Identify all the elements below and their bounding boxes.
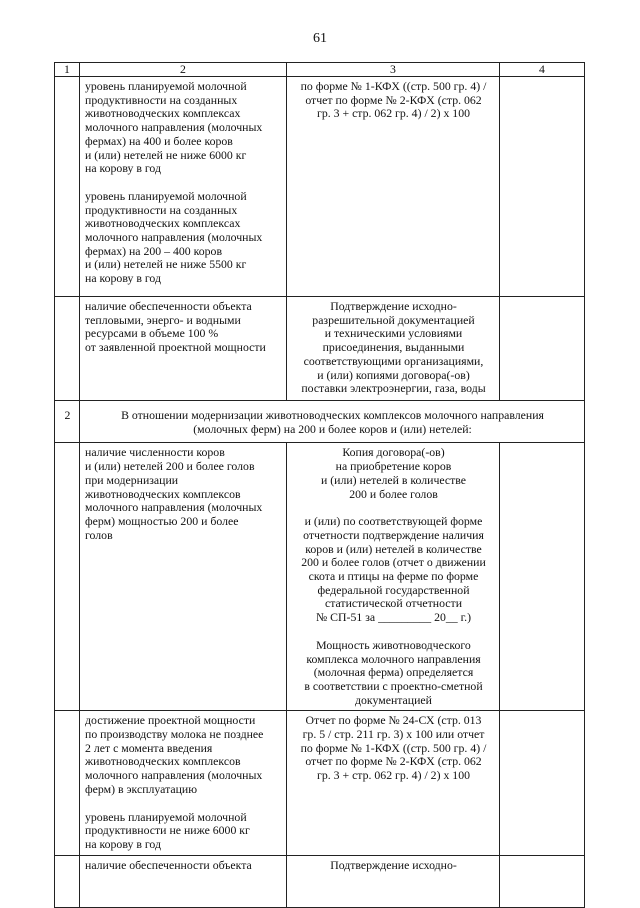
criterion-text: наличие численности коров и (или) нетелей 200 и более голов при модернизации животноводческих комплексов молочного направления (молочных ферм) мощностью 200 и более голов xyxy=(85,445,263,542)
criterion-cell xyxy=(80,711,287,855)
confirmation-cell xyxy=(287,77,500,297)
note-cell xyxy=(500,443,585,711)
note-cell xyxy=(500,77,585,297)
row-number-cell xyxy=(55,711,80,855)
criterion-text: уровень планируемой молочной продуктивности не ниже 6000 кг на корову в год xyxy=(85,809,250,851)
row-number-cell xyxy=(55,297,80,401)
header-cell-2: 2 xyxy=(80,63,287,77)
confirmation-text: Подтверждение исходно- разрешительной документацией и техническими условиями присоединения, выданными соответствующими организациями, и (или) копиями договора(-ов) поставки электроэнергии, газа, воды xyxy=(301,299,486,396)
header-cell-4: 4 xyxy=(500,63,585,77)
header-cell-1: 1 xyxy=(55,63,80,77)
criterion-text: уровень планируемой молочной продуктивности на созданных животноводческих комплексах молочного направления (молочных фермах) на 200 – 400 коров и (или) нетелей не ниже 5500 кг на корову в год xyxy=(85,188,263,286)
confirmation-text: Отчет по форме № 24-СХ (стр. 013 гр. 5 / стр. 211 гр. 3) х 100 или отчет по форме № 1-КФХ ((стр. 500 гр. 4) / отчет по форме № 2-КФХ (стр. 062 гр. 3 + стр. 062 гр. 4) / 2) х 100 xyxy=(300,713,487,783)
criterion-text: наличие обеспеченности объекта xyxy=(85,857,252,872)
criteria-table xyxy=(54,62,585,908)
row-number-cell xyxy=(55,855,80,907)
note-cell xyxy=(500,297,585,401)
note-cell xyxy=(500,855,585,907)
confirmation-text: по форме № 1-КФХ ((стр. 500 гр. 4) / отчет по форме № 2-КФХ (стр. 062 гр. 3 + стр. 062 гр. 4) / 2) х 100 xyxy=(300,79,487,121)
criterion-cell xyxy=(80,297,287,401)
confirmation-text: Мощность животноводческого комплекса молочного направления (молочная ферма) определяется в соответствии с проектно-сметной документацией xyxy=(304,637,483,707)
criterion-text: уровень планируемой молочной продуктивности на созданных животноводческих комплексах молочного направления (молочных фермах) на 400 и более коров и (или) нетелей не ниже 6000 кг на корову в год xyxy=(85,79,263,176)
criterion-cell xyxy=(80,855,287,907)
confirmation-cell xyxy=(287,297,500,401)
criterion-text: достижение проектной мощности по производству молока не позднее 2 лет с момента введения животноводческих комплексов молочного направления (молочных ферм) в эксплуатацию xyxy=(85,713,264,796)
table-row xyxy=(55,443,585,711)
confirmation-cell xyxy=(287,443,500,711)
criterion-cell xyxy=(80,77,287,297)
table-row xyxy=(55,855,585,907)
note-cell xyxy=(500,711,585,855)
criterion-cell xyxy=(80,443,287,711)
confirmation-cell xyxy=(287,855,500,907)
confirmation-text: Подтверждение исходно- xyxy=(330,857,457,872)
header-cell-3: 3 xyxy=(287,63,500,77)
section-heading-text: В отношении модернизации животноводческих комплексов молочного направления (молочных ферм) на 200 и более коров и (или) нетелей: xyxy=(121,408,544,436)
page-number: 61 xyxy=(313,31,327,46)
table-row xyxy=(55,711,585,855)
criterion-text: наличие обеспеченности объекта тепловыми, энерго- и водными ресурсами в объеме 100 % от заявленной проектной мощности xyxy=(85,299,266,355)
table-header-row xyxy=(55,63,585,77)
table-row xyxy=(55,297,585,401)
confirmation-text: и (или) по соответствующей форме отчетности подтверждение наличия коров и (или) нетелей в количестве 200 и более голов (отчет о движении скота и птицы на ферме по форме федеральной государственной статистической отчетности № СП-51 за _________ 20__ г.) xyxy=(301,514,486,625)
confirmation-text: Копия договора(-ов) на приобретение коров и (или) нетелей в количестве 200 и более голов xyxy=(320,445,467,501)
row-number-cell xyxy=(55,443,80,711)
row-number-cell xyxy=(55,77,80,297)
row-number-cell: 2 xyxy=(55,401,80,443)
section-row xyxy=(55,401,585,443)
confirmation-cell xyxy=(287,711,500,855)
table-row xyxy=(55,77,585,297)
section-heading-cell xyxy=(80,401,585,443)
